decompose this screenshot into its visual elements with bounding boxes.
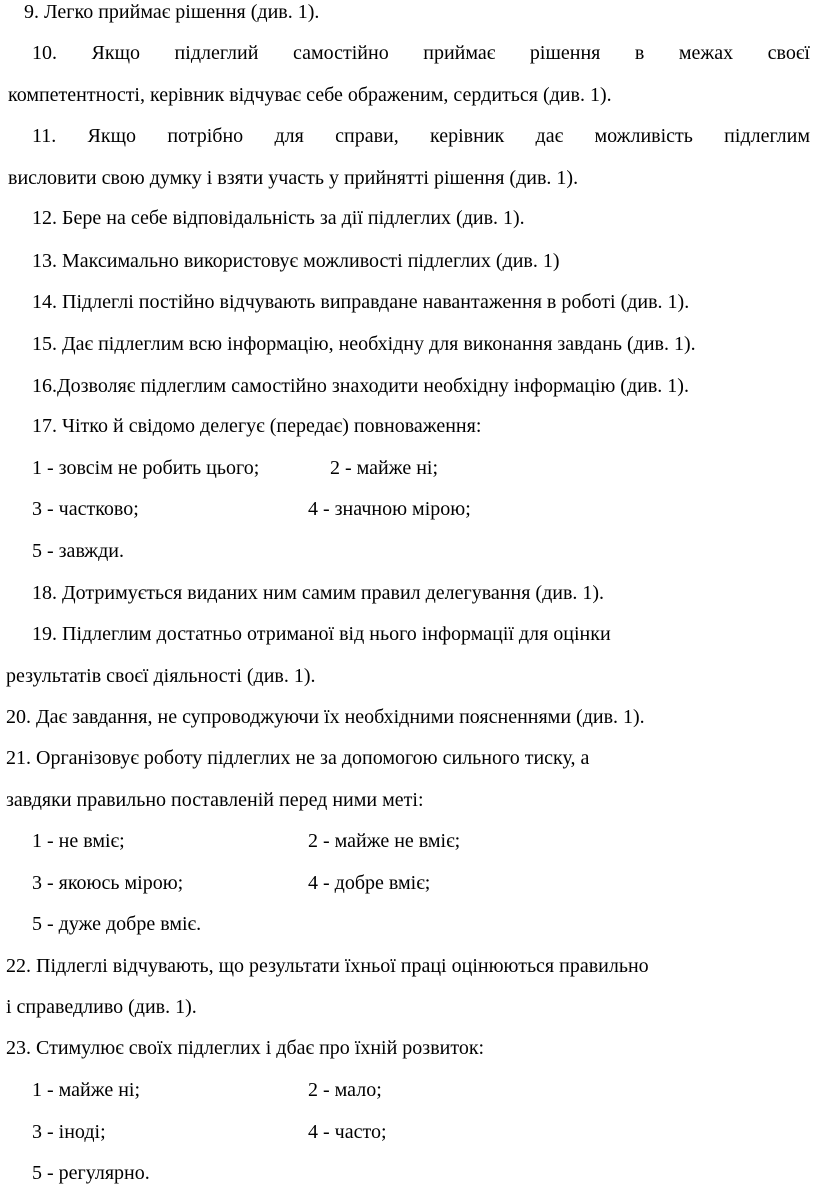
item-23: 23. Стимулює своїх підлеглих і дбає про їхній розвиток: [6,1037,485,1059]
item-21-option-5: 5 - дуже добре вміє. [32,913,202,935]
item-13: 13. Максимально використовує можливості підлеглих (див. 1) [32,250,560,272]
item-11-line-1: 11. Якщо потрібно для справи, керівник дає можливість підлеглим [32,125,810,147]
item-17-option-5: 5 - завжди. [32,540,125,562]
item-20: 20. Дає завдання, не супроводжуючи їх необхідними поясненнями (див. 1). [6,706,645,728]
item-12: 12. Бере на себе відповідальність за дії підлеглих (див. 1). [32,207,525,229]
item-15: 15. Дає підлеглим всю інформацію, необхідну для виконання завдань (див. 1). [32,333,696,355]
item-21-line-2: завдяки правильно поставленій перед ними меті: [6,789,424,811]
item-9: 9. Легко приймає рішення (див. 1). [24,1,320,23]
item-21-option-2: 2 - майже не вміє; [308,830,461,852]
item-17-option-2: 2 - майже ні; [330,457,439,479]
item-21-option-1: 1 - не вміє; [32,830,125,852]
item-16: 16.Дозволяє підлеглим самостійно знаходити необхідну інформацію (див. 1). [32,375,689,397]
item-23-option-1: 1 - майже ні; [32,1079,141,1101]
item-14: 14. Підлеглі постійно відчувають виправдане навантаження в роботі (див. 1). [32,291,690,313]
item-17: 17. Чітко й свідомо делегує (передає) повноваження: [32,415,482,437]
item-11-line-2: висловити свою думку і взяти участь у прийнятті рішення (див. 1). [8,167,579,189]
item-22-line-2: і справедливо (див. 1). [6,996,197,1018]
item-18: 18. Дотримується виданих ним самим правил делегування (див. 1). [32,582,605,604]
item-19-line-1: 19. Підлеглим достатньо отриманої від нього інформації для оцінки [32,623,611,645]
item-21-option-4: 4 - добре вміє; [308,872,431,894]
item-23-option-4: 4 - часто; [308,1121,387,1143]
item-10-line-1: 10. Якщо підлеглий самостійно приймає рішення в межах своєї [32,42,810,64]
item-21-option-3: 3 - якоюсь мірою; [32,872,184,894]
item-17-option-4: 4 - значною мірою; [308,498,471,520]
item-17-option-1: 1 - зовсім не робить цього; [32,457,260,479]
item-10-line-2: компетентності, керівник відчуває себе ображеним, сердиться (див. 1). [8,84,612,106]
item-22-line-1: 22. Підлеглі відчувають, що результати їхньої праці оцінюються правильно [6,955,649,977]
item-23-option-2: 2 - мало; [308,1079,382,1101]
item-17-option-3: 3 - частково; [32,498,139,520]
item-23-option-5: 5 - регулярно. [32,1162,150,1184]
item-23-option-3: 3 - іноді; [32,1121,106,1143]
item-21-line-1: 21. Організовує роботу підлеглих не за допомогою сильного тиску, а [6,747,590,769]
item-19-line-2: результатів своєї діяльності (див. 1). [6,665,316,687]
